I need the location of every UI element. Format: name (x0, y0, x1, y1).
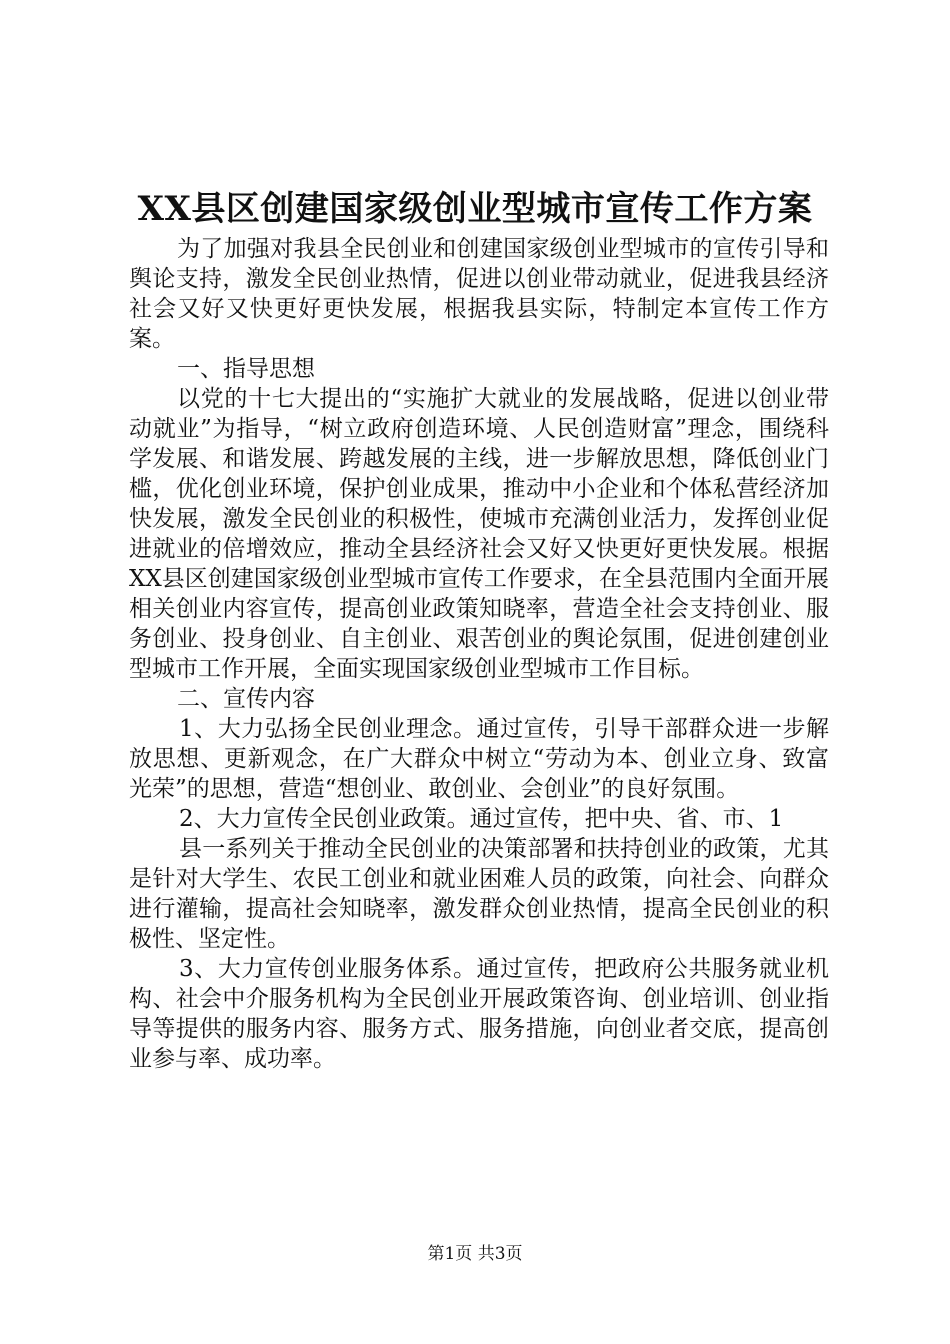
document-title: XX县区创建国家级创业型城市宣传工作方案 (137, 189, 813, 229)
content-item-1-paragraph: 1、大力弘扬全民创业理念。通过宣传，引导干部群众进一步解放思想、更新观念，在广大群众中树立“劳动为本、创业立身、致富光荣”的思想，营造“想创业、敢创业、会创业”的良好氛围。 (129, 716, 829, 802)
document-body (129, 234, 829, 1074)
content-item-2-paragraph: 2、大力宣传全民创业政策。通过宣传，把中央、省、市、1 (179, 806, 784, 832)
guiding-ideology-paragraph: 以党的十七大提出的“实施扩大就业的发展战略，促进以创业带动就业”为指导，“树立政府创造环境、人民创造财富”理念，围绕科学发展、和谐发展、跨越发展的主线，进一步解放思想，降低创业门槛，优化创业环境，保护创业成果，推动中小企业和个体私营经济加快发展，激发全民创业的积极性，使城市充满创业活力，发挥创业促进就业的倍增效应，推动全县经济社会又好又快更好更快发展。根据XX县区创建国家级创业型城市宣传工作要求，在全县范围内全面开展相关创业内容宣传，提高创业政策知晓率，营造全社会支持创业、服务创业、投身创业、自主创业、艰苦创业的舆论氛围，促进创建创业型城市工作开展，全面实现国家级创业型城市工作目标。 (129, 386, 829, 682)
section-heading-publicity-content: 二、宣传内容 (177, 686, 315, 712)
content-item-2-continued-paragraph: 县一系列关于推动全民创业的决策部署和扶持创业的政策，尤其是针对大学生、农民工创业和就业困难人员的政策，向社会、向群众进行灌输，提高社会知晓率，激发群众创业热情，提高全民创业的积极性、坚定性。 (129, 836, 829, 952)
intro-paragraph: 为了加强对我县全民创业和创建国家级创业型城市的宣传引导和舆论支持，激发全民创业热情，促进以创业带动就业，促进我县经济社会又好又快更好更快发展，根据我县实际，特制定本宣传工作方案。 (129, 236, 829, 352)
page-footer: 第1页 共3页 (427, 1244, 523, 1264)
section-heading-guiding-ideology: 一、指导思想 (177, 356, 315, 382)
content-item-3-paragraph: 3、大力宣传创业服务体系。通过宣传，把政府公共服务就业机构、社会中介服务机构为全民创业开展政策咨询、创业培训、创业指导等提供的服务内容、服务方式、服务措施，向创业者交底，提高创业参与率、成功率。 (129, 956, 829, 1072)
